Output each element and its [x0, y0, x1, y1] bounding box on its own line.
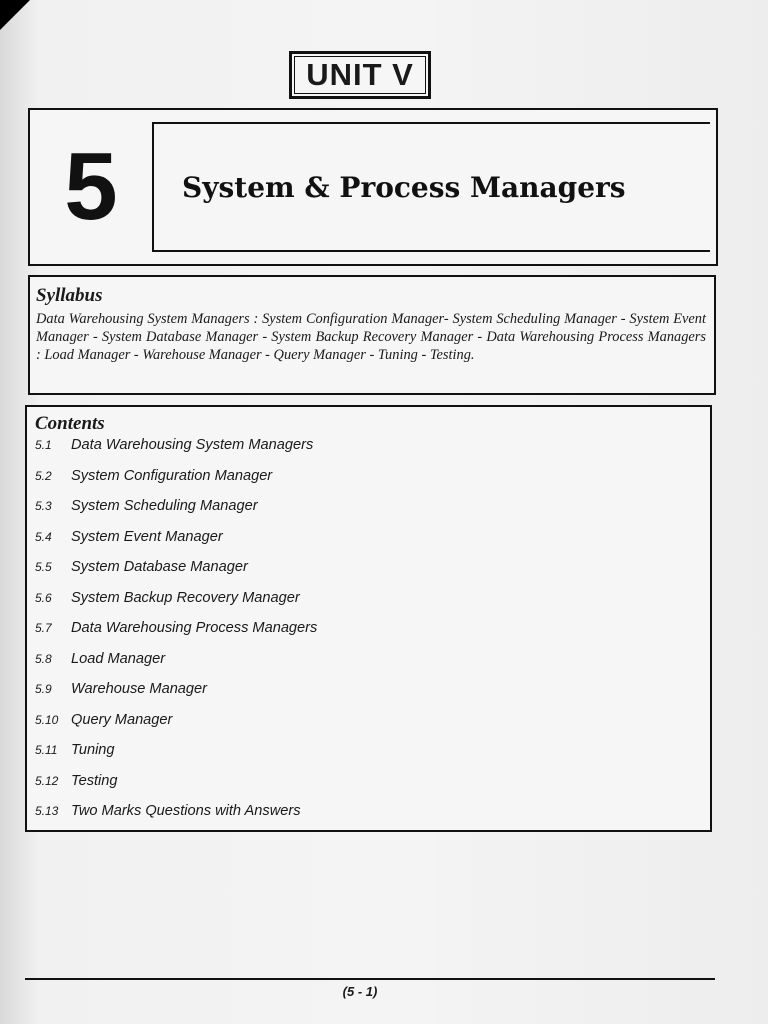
page-corner-shadow: [0, 0, 30, 30]
chapter-header: [28, 108, 718, 266]
contents-item-title: System Database Manager: [71, 559, 248, 575]
contents-item: [33, 620, 704, 651]
contents-item: [33, 559, 704, 590]
contents-item-number: 5.4: [35, 529, 52, 544]
contents-section: [25, 405, 712, 832]
contents-item-number: 5.10: [35, 712, 59, 727]
contents-item: [33, 590, 704, 621]
contents-item: [33, 773, 704, 804]
contents-item-number: 5.2: [35, 468, 52, 483]
footer-rule: [25, 978, 715, 980]
contents-item-number: 5.11: [35, 743, 58, 757]
chapter-number: 5: [64, 133, 118, 240]
contents-item-title: Two Marks Questions with Answers: [71, 803, 301, 819]
contents-item-number: 5.5: [35, 560, 52, 574]
contents-item-title: System Event Manager: [71, 528, 223, 545]
syllabus-heading: Syllabus: [36, 285, 103, 306]
unit-label: UNIT V: [294, 56, 426, 94]
contents-item-title: Data Warehousing System Managers: [71, 437, 314, 453]
contents-item: [33, 651, 704, 682]
contents-item-number: 5.12: [35, 773, 59, 788]
contents-item-number: 5.8: [35, 651, 52, 666]
contents-item-title: Tuning: [71, 742, 115, 758]
contents-item-title: System Configuration Manager: [71, 467, 273, 484]
contents-item: [33, 498, 704, 529]
contents-item-title: Query Manager: [71, 711, 173, 728]
contents-item-number: 5.13: [35, 804, 59, 818]
chapter-title-box: [152, 122, 710, 252]
contents-item: [33, 803, 704, 834]
contents-item-number: 5.9: [35, 682, 52, 696]
contents-item-title: System Scheduling Manager: [71, 498, 258, 514]
chapter-title: System & Process Managers: [182, 170, 626, 204]
contents-item: [33, 712, 704, 743]
page-number: (5 - 1): [342, 984, 378, 999]
contents-list: [33, 437, 704, 834]
contents-item-number: 5.7: [35, 621, 52, 635]
contents-item-number: 5.1: [35, 438, 52, 452]
contents-item-title: Data Warehousing Process Managers: [71, 620, 318, 636]
contents-item-title: Load Manager: [71, 650, 166, 667]
contents-item-number: 5.3: [35, 499, 52, 513]
contents-item: [33, 742, 704, 773]
contents-item: [33, 468, 704, 499]
contents-item: [33, 681, 704, 712]
contents-item-number: 5.6: [35, 590, 52, 605]
syllabus-section: [28, 275, 716, 395]
contents-item: [33, 437, 704, 468]
contents-item-title: Warehouse Manager: [71, 681, 208, 697]
contents-item-title: Testing: [71, 772, 118, 789]
contents-heading: Contents: [35, 413, 105, 434]
unit-label-box: [289, 51, 431, 99]
contents-item-title: System Backup Recovery Manager: [71, 589, 300, 606]
contents-item: [33, 529, 704, 560]
syllabus-text: Data Warehousing System Managers : System Configuration Manager- System Scheduling Manager - System Event Manager - System Database Manager - System Backup Recovery Manager - Data Warehousing Process Managers : Load Manager - Warehouse Manager - Query Manager - Tuning - Testing.: [36, 311, 706, 363]
